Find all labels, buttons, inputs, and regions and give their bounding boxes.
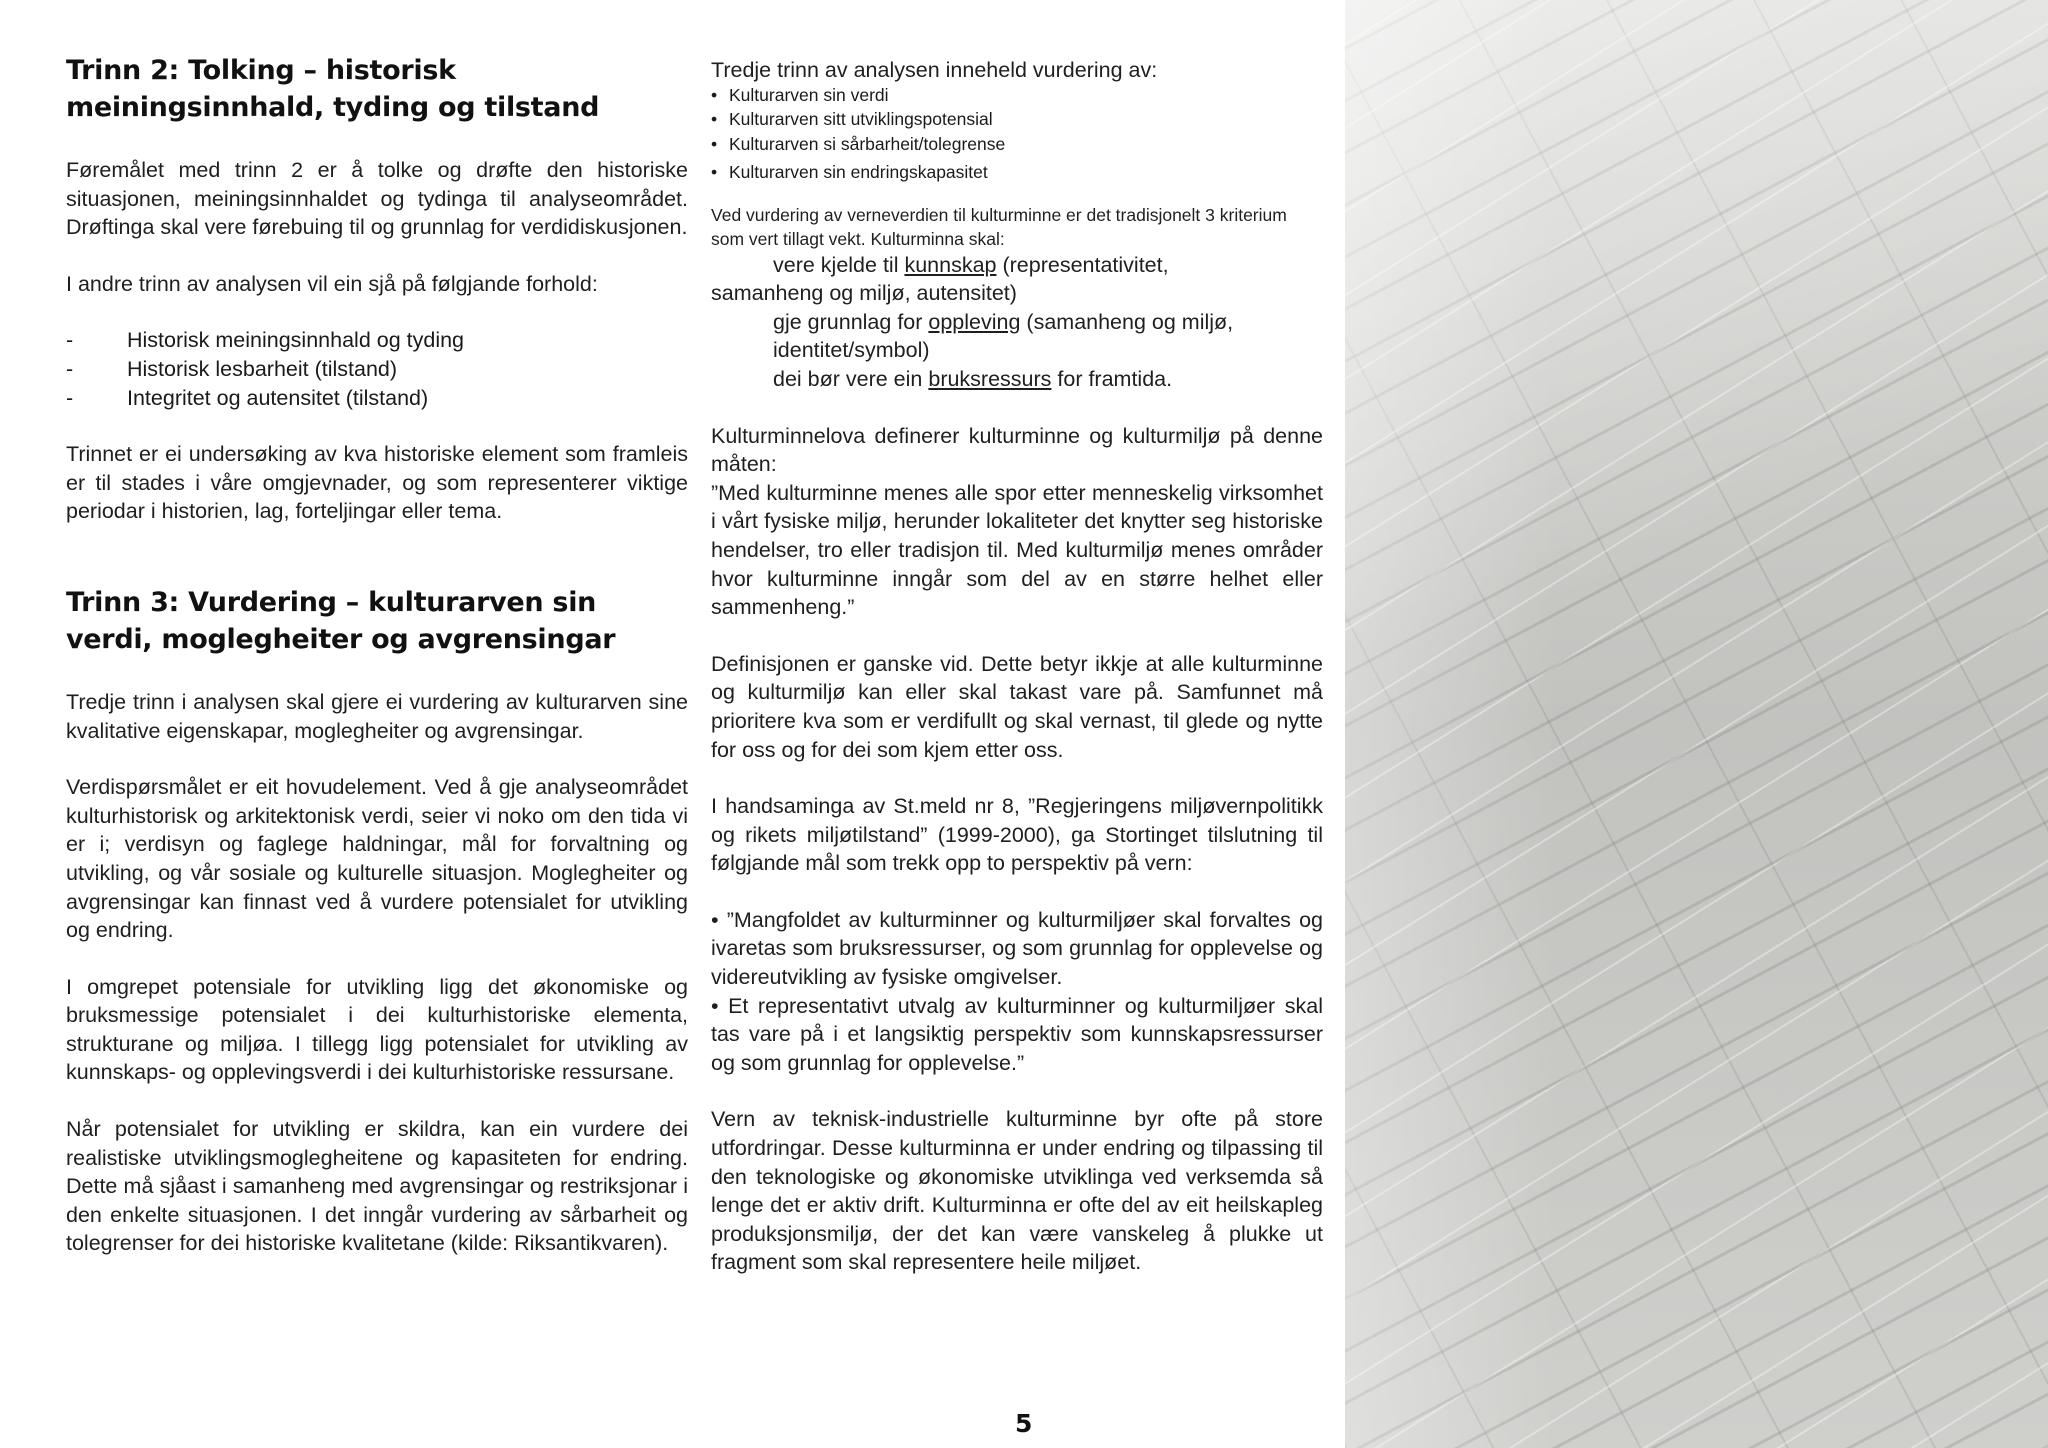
bullet-marker: • bbox=[711, 133, 718, 154]
dash-marker: - bbox=[66, 328, 74, 353]
bullet-marker: • bbox=[711, 109, 718, 130]
list-item-label: Kulturarven si sårbarheit/tolegrense bbox=[729, 133, 1006, 154]
paragraph-omgrepet: I omgrepet potensiale for utvikling ligg det økonomiske og bruksmessige potensialet i dei kulturhistoriske elementa, strukturane og miljøa. I tillegg ligg potensialet for utvikling av kunnskaps- og opplevingsverdi i dei kulturhistoriske ressursane. bbox=[66, 974, 688, 1085]
goal-mangfoldet: • ”Mangfoldet av kulturminner og kulturmiljøer skal forvaltes og ivaretas som bruksressurser, og som grunnlag for opplevelse og videreutvikling av fysiske omgivelser. bbox=[711, 907, 1323, 990]
paragraph-intro-vurdering: Tredje trinn av analysen inneheld vurdering av: bbox=[711, 58, 1158, 82]
list-item-label: Kulturarven sitt utviklingspotensial bbox=[729, 109, 993, 130]
page-number-label: 5 bbox=[1015, 1409, 1033, 1438]
list-item-label: Kulturarven sin endringskapasitet bbox=[729, 162, 988, 183]
dash-marker: - bbox=[66, 385, 74, 410]
list-item-label: Historisk lesbarheit (tilstand) bbox=[127, 356, 398, 381]
list-item bbox=[66, 384, 688, 413]
criterion-oppleving bbox=[711, 308, 1323, 337]
criterion-bruksressurs-keyword: bruksressurs bbox=[928, 366, 1052, 391]
paragraph-naar-potensialet: Når potensialet for utvikling er skildra, kan ein vurdere dei realistiske utviklingsmoglegheitene og kapasiteten for endring. Dette må sjåast i samanheng med avgrensingar og restriksjonar i den enkelte situasjonen. I det inngår vurdering av sårbarheit og tolegrenser for dei historiske kvalitetane (kilde: Riksantikvaren). bbox=[66, 1117, 688, 1256]
list-item bbox=[66, 326, 688, 355]
forhold-list bbox=[66, 326, 688, 412]
criterion-kunnskap bbox=[711, 251, 1323, 280]
criterion-kunnskap-continued: samanheng og miljø, autensitet) bbox=[711, 281, 1017, 306]
paragraph-andre-trinn: I andre trinn av analysen vil ein sjå på følgjande forhold: bbox=[66, 271, 598, 296]
criterion-bruksressurs-pre: dei bør vere ein bbox=[773, 366, 929, 391]
goal-representativt-utvalg: • Et representativt utvalg av kulturminner og kulturmiljøer skal tas vare på i et langsiktig perspektiv som kunnskapsressurser og som grunnlag for opplevelse.” bbox=[711, 993, 1323, 1075]
paragraph-vern: Vern av teknisk-industrielle kulturminne byr ofte på store utfordringar. Desse kulturminna er under endring og tilpassing til den teknologiske og økonomiske utviklinga ved verksemda så lenge det er aktiv drift. Kulturminna er ofte del av eit heilskapleg produksjonsmiljø, der det kan være vanskeleg å plukke ut fragment som skal representere heile miljøet. bbox=[711, 1107, 1323, 1275]
paragraph-trinnet: Trinnet er ei undersøking av kva historiske element som framleis er til stades i våre omgjevnader, og som representerer viktige periodar i historien, lag, forteljingar eller tema. bbox=[66, 442, 688, 524]
bullet-marker: • bbox=[711, 84, 718, 105]
criterion-oppleving-continued: identitet/symbol) bbox=[773, 338, 930, 363]
right-column bbox=[711, 56, 1323, 1277]
paragraph-definisjonen: Definisjonen er ganske vid. Dette betyr ikkje at alle kulturminne og kulturmiljø kan eller skal takast vare på. Samfunnet må prioritere kva som er verdifullt og skal vernast, til glede og nytte for oss og for dei som kjem etter oss. bbox=[711, 651, 1323, 762]
paragraph-tredje-trinn: Tredje trinn i analysen skal gjere ei vurdering av kulturarven sine kvalitative eigenskapar, moglegheiter og avgrensingar. bbox=[66, 689, 688, 743]
criterion-kunnskap-post: (representativitet, bbox=[996, 252, 1169, 277]
heading-trinn-3: Trinn 3: Vurdering – kulturarven sin verdi, moglegheiter og avgrensingar bbox=[66, 586, 616, 655]
heading-trinn-2: Trinn 2: Tolking – historisk meiningsinnhald, tyding og tilstand bbox=[66, 55, 600, 123]
list-item bbox=[711, 132, 1323, 157]
list-item bbox=[711, 107, 1323, 132]
paragraph-kulturminnelova: Kulturminnelova definerer kulturminne og kulturmiljø på denne måten: bbox=[711, 423, 1323, 477]
list-item bbox=[66, 355, 688, 384]
left-column bbox=[66, 52, 688, 1258]
criterion-kunnskap-keyword: kunnskap bbox=[904, 252, 997, 277]
stone-wall-image bbox=[1345, 0, 2048, 1448]
list-item bbox=[711, 83, 1323, 108]
criterion-oppleving-post: (samanheng og miljø, bbox=[1020, 309, 1234, 334]
paragraph-foremalet: Føremålet med trinn 2 er å tolke og drøfte den historiske situasjonen, meiningsinnhaldet og tydinga til analyseområdet. Drøftinga skal vere førebuing til og grunnlag for verdidiskusjonen. bbox=[66, 158, 688, 240]
list-item-label: Integritet og autensitet (tilstand) bbox=[127, 385, 429, 410]
list-item-label: Historisk meiningsinnhald og tyding bbox=[127, 328, 465, 353]
criterion-oppleving-keyword: oppleving bbox=[928, 309, 1021, 334]
paragraph-kulturminnelova-quote: ”Med kulturminne menes alle spor etter menneskelig virksomhet i vårt fysiske miljø, herunder lokaliteter det knytter seg historiske hendelser, tro eller tradisjon til. Med kulturmiljø menes områder hvor kulturminne inngår som del av en større helhet eller sammenheng.” bbox=[711, 480, 1323, 620]
list-item bbox=[711, 160, 1323, 185]
paragraph-verneverdi: Ved vurdering av verneverdien til kulturminne er det tradisjonelt 3 kriterium som vert tillagt vekt. Kulturminna skal: bbox=[711, 204, 1287, 249]
bullet-marker: • bbox=[711, 162, 718, 183]
criterion-kunnskap-pre: vere kjelde til bbox=[773, 252, 905, 277]
criterion-bruksressurs-post: for framtida. bbox=[1051, 366, 1173, 391]
paragraph-verdisporsmalet: Verdispørsmålet er eit hovudelement. Ved å gje analyseområdet kulturhistorisk og arkitektonisk verdi, seier vi noko om den tida vi er i; verdisyn og faglege haldningar, mål for forvaltning og utvikling, og vår sosiale og kulturelle situasjon. Moglegheiter og avgrensingar kan finnast ved å vurdere potensialet for utvikling og endring. bbox=[66, 775, 688, 943]
vurdering-list bbox=[711, 83, 1323, 185]
paragraph-handsaminga: I handsaminga av St.meld nr 8, ”Regjeringens miljøvernpolitikk og rikets miljøtilstand” (1999-2000), ga Stortinget tilslutning til følgjande mål som trekk opp to perspektiv på vern: bbox=[711, 794, 1323, 876]
criterion-bruksressurs bbox=[711, 365, 1323, 394]
list-item-label: Kulturarven sin verdi bbox=[729, 84, 889, 105]
criterion-oppleving-pre: gje grunnlag for bbox=[773, 309, 929, 334]
dash-marker: - bbox=[66, 356, 74, 381]
